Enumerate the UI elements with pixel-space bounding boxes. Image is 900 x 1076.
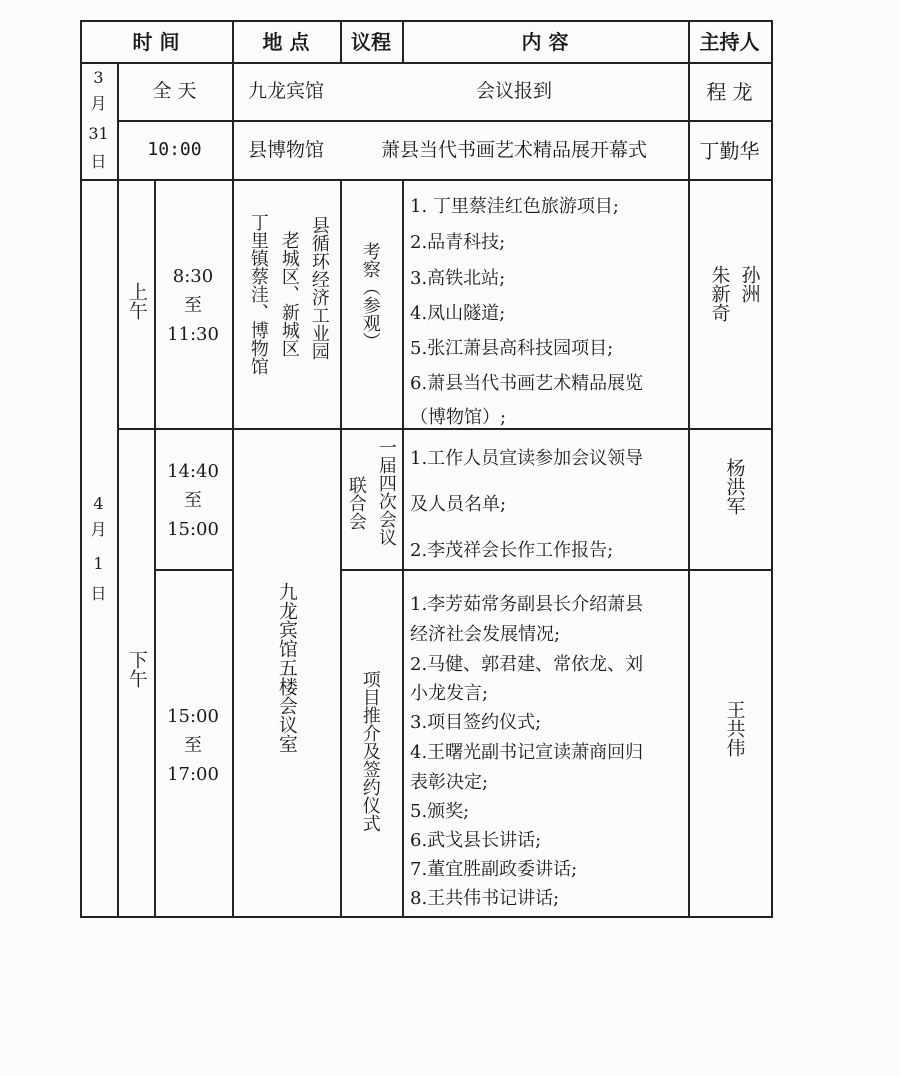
session1-time-start: 14:40 [167,461,219,482]
list-item: 7.董宜胜副政委讲话; [410,859,578,880]
list-item: 6.萧县当代书画艺术精品展览 [410,373,644,394]
list-item: 2.马健、郭君建、常依龙、刘 [410,654,644,675]
list-item: 1.工作人员宣读参加会议领导 [410,448,644,469]
session1-agenda-col2: 联合会 [345,476,367,530]
col-line [340,179,342,918]
session1-agenda-col1: 一届四次会议 [375,438,397,546]
day1-row1-content: 会议报到 [475,80,552,102]
header-bottom-line [80,62,772,64]
morning-period: 上午 [125,282,148,320]
col-line [117,62,119,918]
morning-agenda: 考察（参观） [359,242,381,350]
day1-date-4: 日 [90,152,107,171]
row-line [80,179,772,181]
list-item: 1. 丁里蔡洼红色旅游项目; [410,196,619,217]
day1-date-2: 月 [90,94,107,113]
header-host: 主持人 [699,30,760,54]
session2-time-end: 17:00 [167,764,219,785]
session2-agenda: 项目推介及签约仪式 [359,670,381,832]
day1-date-3: 31 [88,124,109,143]
list-item: 2.品青科技; [410,232,506,253]
session2-time-start: 15:00 [167,706,219,727]
table-border-top [80,20,772,22]
col-line [154,179,156,918]
list-item: 6.武戈县长讲话; [410,830,542,851]
row-line [154,569,232,571]
morning-host-col2: 朱新奇 [708,265,731,322]
list-item: 4.凤山隧道; [410,303,506,324]
table-border-right [771,20,773,918]
morning-place-col1: 县循环经济工业园 [308,216,330,360]
session1-time-end: 15:00 [167,519,219,540]
session2-time-sep: 至 [184,735,202,756]
day2-date-2: 月 [90,520,107,539]
day1-row1-time: 全 天 [152,80,197,102]
header-place: 地 点 [262,30,310,54]
day2-date-1: 4 [93,494,104,513]
morning-time-end: 11:30 [167,324,219,345]
list-item: 8.王共伟书记讲话; [410,888,560,909]
morning-host-col1: 孙洲 [738,265,761,303]
list-item: 1.李芳茹常务副县长介绍萧县 [410,594,644,615]
list-item: 经济社会发展情况; [410,624,561,645]
day1-row2-host: 丁勤华 [699,139,760,163]
session1-host: 杨洪军 [723,458,746,515]
afternoon-place: 九龙宾馆五楼会议室 [275,582,298,753]
morning-time-start: 8:30 [172,266,214,287]
day1-row1-host: 程 龙 [706,80,753,104]
morning-place-col2: 老城区、新城区 [278,231,300,357]
session2-host: 王共伟 [723,700,746,757]
row-line [117,120,772,122]
morning-time-sep: 至 [184,295,202,316]
list-item: 5.颁奖; [410,801,470,822]
day2-date-4: 日 [90,584,107,603]
day2-date-3: 1 [93,554,104,573]
col-line [402,179,404,918]
row-line [340,569,772,571]
header-content: 内 容 [521,30,569,54]
morning-place-col3: 丁里镇蔡洼、博物馆 [247,213,269,375]
list-item: 表彰决定; [410,772,489,793]
day1-row2-place: 县博物馆 [247,139,324,161]
header-agenda: 议程 [351,30,391,54]
list-item: 3.高铁北站; [410,268,506,289]
list-item: 小龙发言; [410,683,489,704]
list-item: （博物馆）; [410,407,507,428]
list-item: 4.王曙光副书记宣读萧商回归 [410,742,644,763]
header-time: 时 间 [132,30,180,54]
session1-time-sep: 至 [184,490,202,511]
list-item: 2.李茂祥会长作工作报告; [410,540,614,561]
list-item: 5.张江萧县高科技园项目; [410,338,614,359]
day1-row2-time: 10:00 [147,139,202,160]
day1-date-1: 3 [93,68,104,87]
list-item: 3.项目签约仪式; [410,712,542,733]
list-item: 及人员名单; [410,494,507,515]
afternoon-period: 下午 [125,650,148,688]
day1-row1-place: 九龙宾馆 [247,80,324,102]
day1-row2-content: 萧县当代书画艺术精品展开幕式 [380,139,647,161]
table-border-bottom [80,916,772,918]
